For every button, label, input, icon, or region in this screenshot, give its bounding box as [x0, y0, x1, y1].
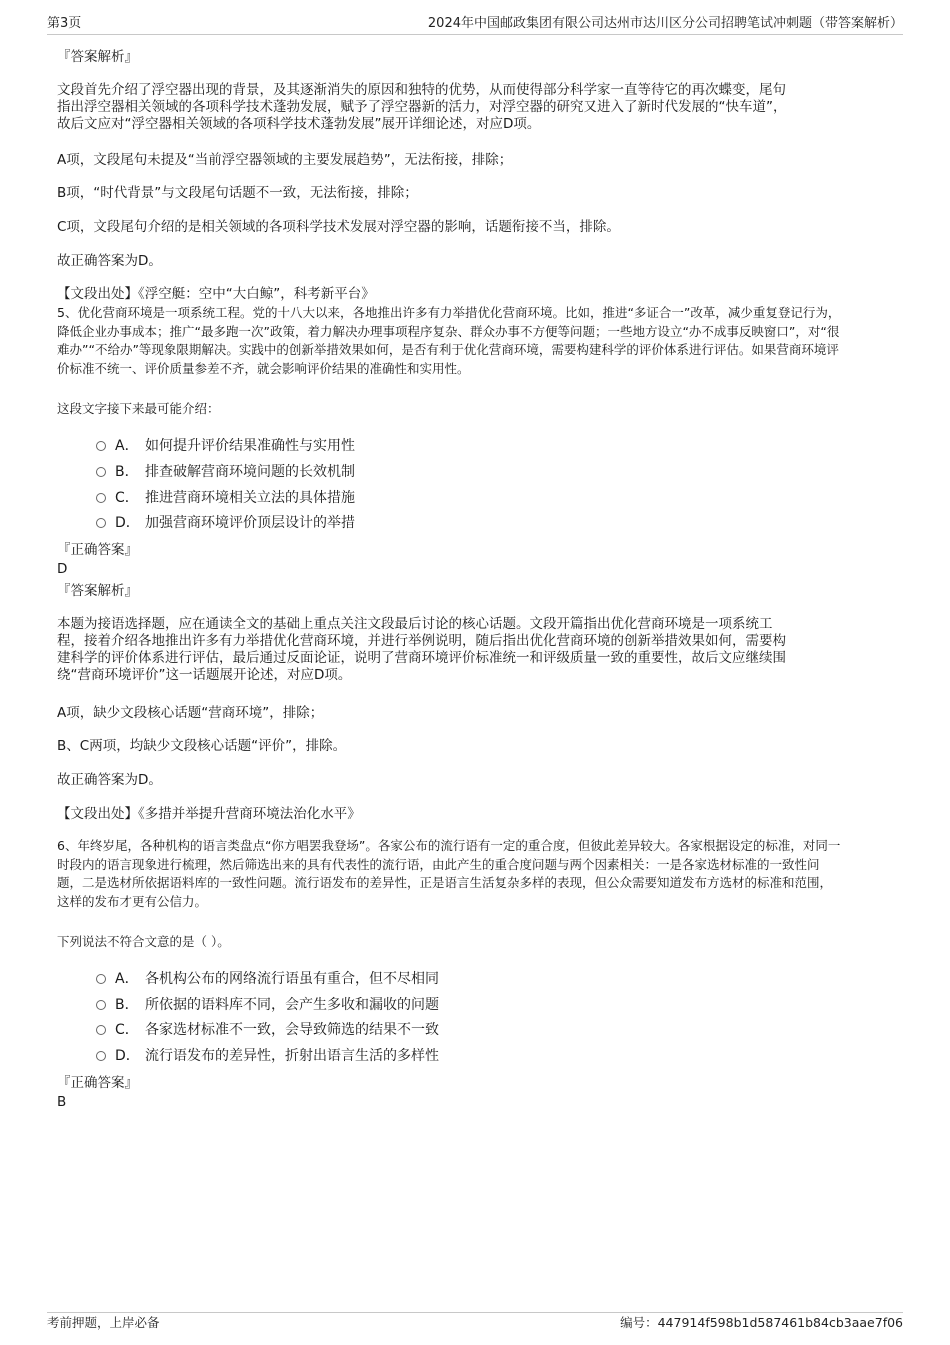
document-title: 2024年中国邮政集团有限公司达州市达川区分公司招聘笔试冲刺题（带答案解析） — [427, 16, 903, 31]
radio-icon[interactable] — [96, 518, 106, 528]
analysis-line: 本题为接语选择题，应在通读全文的基础上重点关注文段最后讨论的核心话题。文段开篇指出优化营商环境是一项系统工 — [57, 616, 773, 632]
option-key: D． — [115, 515, 140, 531]
page-number: 第3页 — [47, 16, 82, 31]
analysis-conclusion: 故正确答案为D。 — [57, 253, 162, 269]
analysis-paragraph — [57, 616, 786, 684]
analysis-conclusion: 故正确答案为D。 — [57, 772, 162, 788]
stem-line: 5、优化营商环境是一项系统工程。党的十八大以来，各地推出许多有力举措优化营商环境。比如，推进“多证合一”改革，减少重复登记行为， — [57, 305, 841, 320]
stem-line: 6、年终岁尾，各种机构的语言类盘点“你方唱罢我登场”。各家公布的流行语有一定的重合度，但彼此差异较大。各家根据设定的标准，对同一 — [57, 838, 841, 853]
question-6-prompt: 下列说法不符合文意的是（ ）。 — [57, 934, 230, 949]
option-text: 加强营商环境评价顶层设计的举措 — [145, 515, 355, 531]
stem-line: 价标准不统一、评价质量参差不齐，就会影响评价结果的准确性和实用性。 — [57, 360, 470, 376]
analysis-label: 『答案解析』 — [57, 583, 138, 599]
page-footer — [47, 1312, 903, 1331]
question-5-option-b[interactable] — [96, 463, 355, 481]
option-key: C． — [115, 1022, 139, 1038]
option-key: B． — [115, 464, 139, 480]
page-header — [47, 16, 903, 35]
option-key: A． — [115, 438, 139, 454]
analysis-line: 故后文应对“浮空器相关领域的各项科学技术蓬勃发展”展开详细论述，对应D项。 — [57, 116, 541, 132]
question-5-option-d[interactable] — [96, 514, 355, 532]
question-6-option-d[interactable] — [96, 1047, 439, 1065]
question-6-option-a[interactable] — [96, 970, 439, 988]
analysis-item-c: C项，文段尾句介绍的是相关领域的各项科学技术发展对浮空器的影响，话题衔接不当，排除。 — [57, 219, 620, 235]
passage-source: 【文段出处】《浮空艇：空中“大白鲸”，科考新平台》 — [57, 286, 375, 302]
analysis-line: 建科学的评价体系进行评估，最后通过反面论证，说明了营商环境评价标准统一和评级质量一致的重要性，故后文应继续围 — [57, 650, 786, 666]
analysis-paragraph — [57, 82, 787, 133]
stem-line: 难办”“不给办”等现象限期解决。实践中的创新举措效果如何，是否有利于优化营商环境，需要构建科学的评价体系进行评估。如果营商环境评 — [57, 342, 839, 357]
stem-line: 降低企业办事成本；推广“最多跑一次”政策，着力解决办理事项程序复杂、群众办事不方便等问题；一些地方设立“办不成事反映窗口”，对“很 — [57, 323, 840, 339]
option-key: C． — [115, 490, 139, 506]
option-key: A． — [115, 971, 139, 987]
correct-answer: B — [57, 1094, 67, 1110]
option-text: 各机构公布的网络流行语虽有重合，但不尽相同 — [145, 971, 439, 987]
question-5-prompt: 这段文字接下来最可能介绍： — [57, 401, 220, 416]
question-5-stem — [57, 304, 840, 378]
option-text: 流行语发布的差异性，折射出语言生活的多样性 — [145, 1048, 439, 1064]
question-6-option-b[interactable] — [96, 996, 439, 1014]
radio-icon[interactable] — [96, 1000, 106, 1010]
analysis-item-bc: B、C两项，均缺少文段核心话题“评价”，排除。 — [57, 738, 347, 754]
footer-slogan: 考前押题，上岸必备 — [47, 1315, 160, 1330]
analysis-line: 文段首先介绍了浮空器出现的背景，及其逐渐消失的原因和独特的优势，从而使得部分科学家一直等待它的再次蝶变，尾句 — [57, 82, 786, 98]
correct-answer: D — [57, 561, 68, 577]
radio-icon[interactable] — [96, 974, 106, 984]
analysis-item-a: A项，缺少文段核心话题“营商环境”，排除； — [57, 705, 324, 721]
document-id: 编号：447914f598b1d587461b84cb3aae7f06 — [620, 1315, 903, 1330]
answer-label: 『正确答案』 — [57, 1075, 138, 1091]
passage-source: 【文段出处】《多措并举提升营商环境法治化水平》 — [57, 806, 361, 822]
option-text: 推进营商环境相关立法的具体措施 — [145, 490, 355, 506]
analysis-line: 绕“营商环境评价”这一话题展开论述，对应D项。 — [57, 667, 352, 683]
option-key: B． — [115, 997, 139, 1013]
option-text: 排查破解营商环境问题的长效机制 — [145, 464, 355, 480]
analysis-item-b: B项，“时代背景”与文段尾句话题不一致，无法衔接，排除； — [57, 185, 418, 201]
question-5-option-c[interactable] — [96, 489, 355, 507]
analysis-line: 程，接着介绍各地推出许多有力举措优化营商环境，并进行举例说明，随后指出优化营商环境的创新举措效果如何，需要构 — [57, 633, 786, 649]
option-text: 各家选材标准不一致，会导致筛选的结果不一致 — [145, 1022, 439, 1038]
analysis-item-a: A项，文段尾句未提及“当前浮空器领域的主要发展趋势”，无法衔接，排除； — [57, 152, 513, 168]
stem-line: 这样的发布才更有公信力。 — [57, 893, 208, 909]
radio-icon[interactable] — [96, 441, 106, 451]
answer-label: 『正确答案』 — [57, 542, 138, 558]
radio-icon[interactable] — [96, 493, 106, 503]
question-5-option-a[interactable] — [96, 437, 355, 455]
stem-line: 时段内的语言现象进行梳理，然后筛选出来的具有代表性的流行语，由此产生的重合度问题与两个因素相关：一是各家选材标准的一致性问 — [57, 856, 820, 872]
question-6-option-c[interactable] — [96, 1021, 439, 1039]
analysis-line: 指出浮空器相关领域的各项科学技术蓬勃发展，赋予了浮空器新的活力，对浮空器的研究又进入了新时代发展的“快车道”， — [57, 99, 787, 115]
radio-icon[interactable] — [96, 467, 106, 477]
option-text: 所依据的语料库不同，会产生多收和漏收的问题 — [145, 997, 439, 1013]
option-text: 如何提升评价结果准确性与实用性 — [145, 438, 355, 454]
stem-line: 题，二是选材所依据语料库的一致性问题。流行语发布的差异性，正是语言生活复杂多样的表现，但公众需要知道发布方选材的标准和范围， — [57, 875, 833, 890]
question-6-stem — [57, 837, 840, 911]
option-key: D． — [115, 1048, 140, 1064]
radio-icon[interactable] — [96, 1025, 106, 1035]
radio-icon[interactable] — [96, 1051, 106, 1061]
analysis-label: 『答案解析』 — [57, 49, 138, 65]
